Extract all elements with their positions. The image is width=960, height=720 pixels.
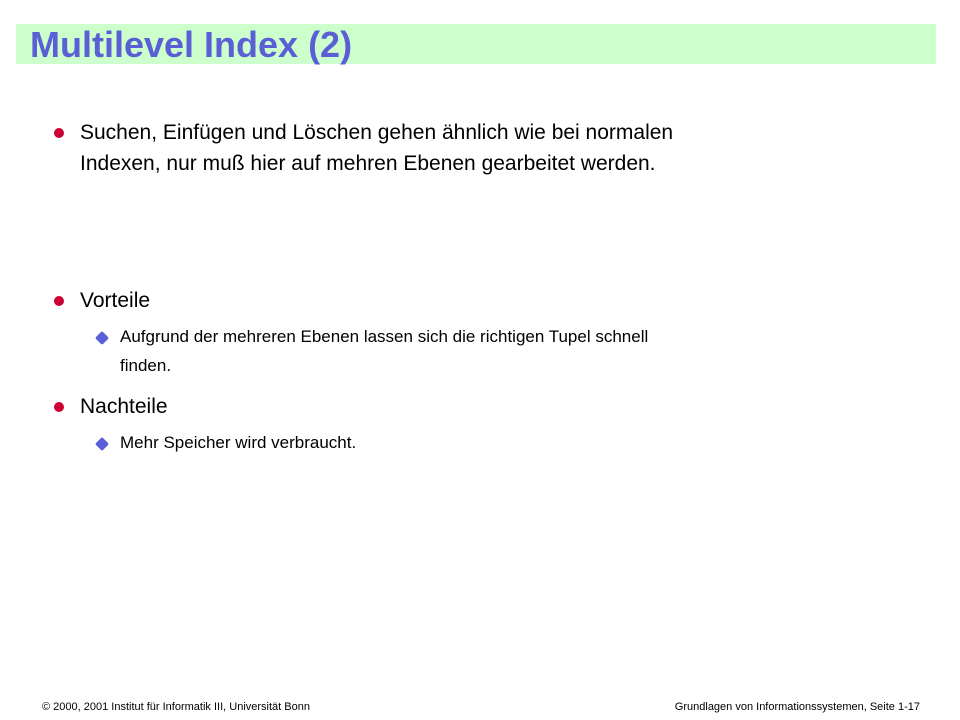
nachteile-sub-line-1: Mehr Speicher wird verbraucht. (120, 433, 357, 452)
diamond-bullet-icon (95, 437, 109, 451)
vorteile-sub-line-1: Aufgrund der mehreren Ebenen lassen sich die richtigen Tupel schnell (120, 327, 649, 346)
slide-title: Multilevel Index (2) (30, 24, 353, 65)
bullet-dot-icon (54, 402, 64, 412)
bullet-1-line-1: Suchen, Einfügen und Löschen gehen ähnlich wie bei normalen (80, 121, 674, 144)
bullet-vorteile: Vorteile (80, 289, 151, 312)
bullet-dot-icon (54, 296, 64, 306)
bullet-nachteile: Nachteile (80, 395, 168, 418)
bullet-dot-icon (54, 128, 64, 138)
footer-copyright: © 2000, 2001 Institut für Informatik III, Universität Bonn (42, 701, 310, 713)
diamond-bullet-icon (95, 331, 109, 345)
bullet-1-line-2: Indexen, nur muß hier auf mehren Ebenen gearbeitet werden. (80, 152, 656, 175)
footer-page-info: Grundlagen von Informationssystemen, Seite 1-17 (674, 701, 920, 713)
vorteile-sub-line-2: finden. (120, 356, 172, 375)
